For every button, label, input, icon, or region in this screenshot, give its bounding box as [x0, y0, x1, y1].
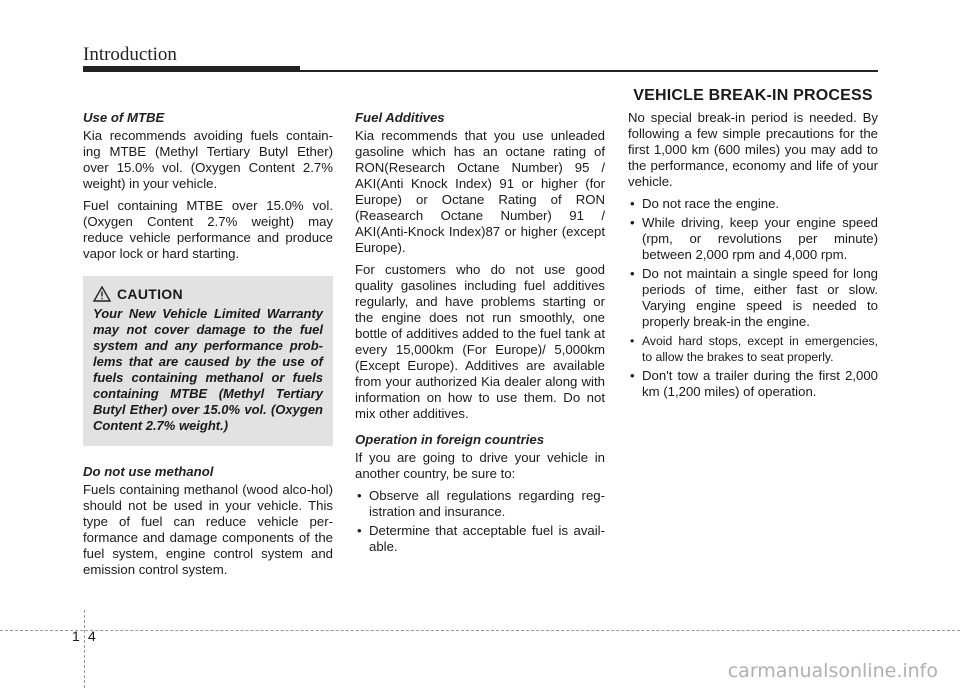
list-item: • Avoid hard stops, except in emergencies, to allow the brakes to seat properly. — [628, 333, 878, 365]
list-item: • Determine that acceptable fuel is avail-able. — [355, 523, 605, 555]
fuel-additives-heading: Fuel Additives — [355, 110, 445, 125]
chapter-number: 1 — [72, 628, 80, 644]
watermark: carmanualsonline.info — [727, 660, 938, 682]
warning-triangle-icon — [93, 286, 111, 302]
caution-box — [83, 276, 333, 446]
caution-header — [93, 286, 323, 302]
mtbe-paragraph-1: Kia recommends avoiding fuels contain-ing MTBE (Methyl Tertiary Butyl Ether) over 15.0% vol. (Oxygen Content 2.7% weight) in your vehicle. — [83, 128, 333, 191]
column-middle — [355, 110, 605, 561]
caution-text: Your New Vehicle Limited Warranty may not cover damage to the fuel system and any performance prob-lems that are caused by the use of fuels containing methanol or fuels containing MTBE (Methyl Tertiary Butyl Ether) over 15.0% vol. (Oxygen Content 2.7% weight.) — [93, 306, 323, 433]
mtbe-heading: Use of MTBE — [83, 110, 165, 125]
fuel-additives-paragraph-1: Kia recommends that you use unleaded gasoline which has an octane rating of RON(Research Octane Number) 95 / AKI(Anti Knock Index) 91 or higher (for Europe) or Octane Rating of RON (Reasearch Octane Number) 91 / AKI(Anti-Knock Index)87 or higher (except Europe). — [355, 128, 605, 255]
header-rule-thick — [83, 66, 300, 72]
section-title: VEHICLE BREAK-IN PROCESS — [633, 87, 873, 104]
foreign-countries-list — [355, 488, 605, 555]
list-item: • Do not maintain a single speed for long periods of time, either fast or slow. Varying engine speed is needed to properly break-in the engine. — [628, 266, 878, 330]
column-left — [83, 110, 333, 584]
methanol-paragraph: Fuels containing methanol (wood alco-hol) should not be used in your vehicle. This type of fuel can reduce vehicle per-formance and damage components of the fuel system, engine control system and emission control system. — [83, 482, 333, 577]
list-item: • Do not race the engine. — [628, 196, 878, 212]
mtbe-paragraph-2: Fuel containing MTBE over 15.0% vol. (Oxygen Content 2.7% weight) may reduce vehicle performance and produce vapor lock or hard starting. — [83, 198, 333, 261]
foreign-countries-paragraph: If you are going to drive your vehicle in another country, be sure to: — [355, 450, 605, 481]
footer-dashed-divider — [84, 610, 85, 688]
page-number: 4 — [88, 628, 98, 644]
methanol-heading: Do not use methanol — [83, 464, 214, 479]
fuel-additives-paragraph-2: For customers who do not use good quality gasolines including fuel additives regularly, and have problems starting or the engine does not run smoothly, one bottle of additives added to the fuel tank at every 15,000km (For Europe)/ 5,000km (Except Europe). Additives are available from your authorized Kia dealer along with information on how to use them. Do not mix other additives. — [355, 262, 605, 421]
list-item: • While driving, keep your engine speed (rpm, or revolutions per minute) between 2,000 rpm and 4,000 rpm. — [628, 215, 878, 263]
caution-title: CAUTION — [117, 286, 183, 302]
list-item: • Observe all regulations regarding reg-istration and insurance. — [355, 488, 605, 520]
header-rule-thin — [300, 70, 878, 72]
page-header-title: Introduction — [83, 44, 177, 65]
break-in-list — [628, 196, 878, 400]
break-in-intro: No special break-in period is needed. By following a few simple precautions for the first 1,000 km (600 miles) you may add to the performance, economy and life of your vehicle. — [628, 110, 878, 189]
foreign-countries-heading: Operation in foreign countries — [355, 432, 545, 447]
list-item: • Don't tow a trailer during the first 2,000 km (1,200 miles) of operation. — [628, 368, 878, 400]
footer-dashed-rule — [0, 630, 960, 631]
column-right — [628, 110, 878, 406]
